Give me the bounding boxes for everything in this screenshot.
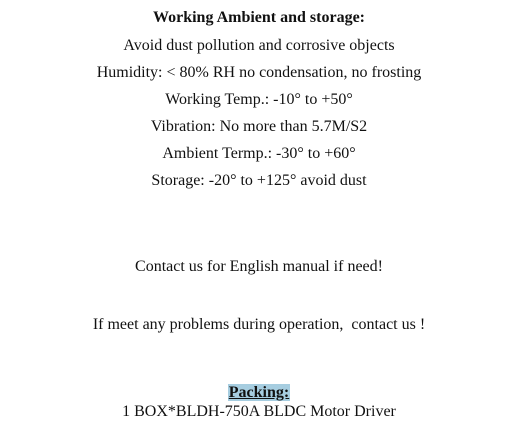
packing-heading [0,383,518,403]
problems-contact-note: If meet any problems during operation, contact us ! [92,316,426,333]
spec-line-storage: Storage: -20° to +125° avoid dust [151,172,367,189]
spec-line-ambient-temp: Ambient Termp.: -30° to +60° [162,145,356,162]
packing-label: Packing: [228,384,290,401]
working-ambient-heading: Working Ambient and storage: [152,9,365,26]
spec-line-working-temp: Working Temp.: -10° to +50° [165,91,353,108]
packing-item: 1 BOX*BLDH-750A BLDC Motor Driver [122,403,396,420]
spec-line-humidity: Humidity: < 80% RH no condensation, no frosting [96,64,422,81]
spec-line-vibration: Vibration: No more than 5.7M/S2 [150,118,368,135]
spec-line-dust: Avoid dust pollution and corrosive objects [123,37,395,54]
contact-manual-note: Contact us for English manual if need! [135,258,383,275]
